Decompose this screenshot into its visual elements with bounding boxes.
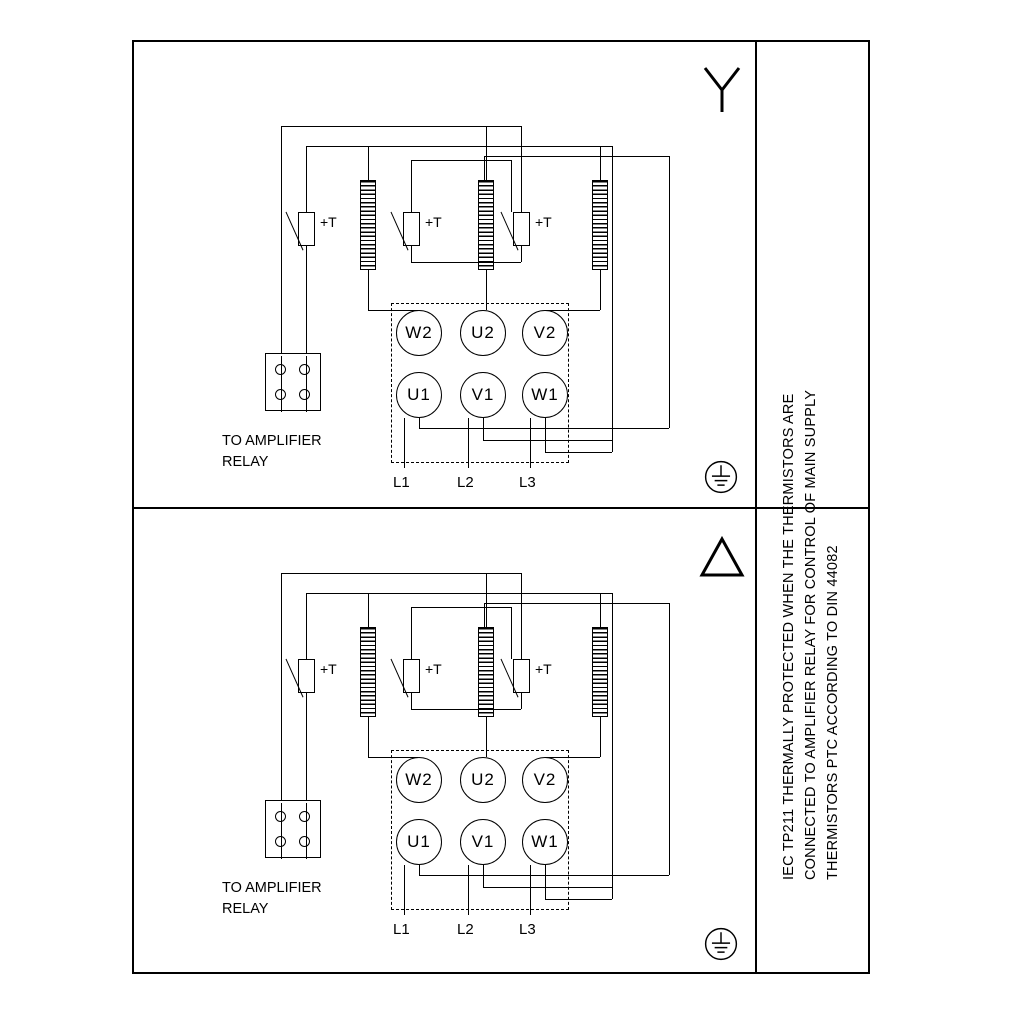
- thermistor-rail-v-b2: [612, 146, 613, 452]
- thermistor-rail-v-a1: [281, 126, 282, 356]
- return-bus-1t: [484, 156, 669, 157]
- note-line-2: CONNECTED TO AMPLIFIER RELAY FOR CONTROL OF MAIN SUPPLY: [803, 389, 819, 880]
- thermistor-label-1: +T: [320, 214, 337, 230]
- thermistor-rail-top-b: [306, 593, 612, 594]
- phase-lead-L3: [530, 865, 531, 915]
- thermistor-3: [513, 659, 530, 693]
- winding-coil-2: [478, 180, 494, 270]
- note-column-divider: [755, 40, 757, 974]
- connector-lead-1: [281, 356, 282, 412]
- thermistor-rail-v-b2: [612, 593, 613, 899]
- terminal-W1[interactable]: W1: [522, 819, 568, 865]
- thermistor-link-3b: [521, 693, 522, 709]
- thermistor-rail-v-b1: [306, 593, 307, 659]
- return-bus-1: [419, 428, 669, 429]
- thermistor-rail-v-a2: [521, 573, 522, 659]
- return-bus-3: [545, 899, 612, 900]
- phase-label-L3: L3: [519, 474, 536, 491]
- return-bus-2v: [483, 418, 484, 440]
- thermistor-1: [298, 212, 315, 246]
- thermistor-link-2b: [511, 607, 512, 659]
- thermistor-label-3: +T: [535, 661, 552, 677]
- delta-symbol-icon: [697, 533, 747, 581]
- thermistor-rail-v-a2: [521, 126, 522, 212]
- coil-lead-3-bottom: [600, 270, 601, 310]
- connector-dot-2: [299, 364, 310, 375]
- terminal-U2[interactable]: U2: [460, 310, 506, 356]
- amplifier-label-line1: TO AMPLIFIER: [222, 880, 322, 896]
- thermistor-label-3: +T: [535, 214, 552, 230]
- thermistor-2: [403, 212, 420, 246]
- phase-label-L1: L1: [393, 921, 410, 938]
- winding-coil-1: [360, 180, 376, 270]
- amplifier-connector-block[interactable]: [265, 353, 321, 411]
- return-bus-3: [545, 452, 612, 453]
- thermistor-link-3: [411, 262, 521, 263]
- phase-label-L3: L3: [519, 921, 536, 938]
- thermistor-rail-v-a1: [281, 573, 282, 803]
- coil-lead-1-top: [368, 146, 369, 180]
- thermistor-link-3b: [521, 246, 522, 262]
- return-bus-1tv: [484, 156, 485, 180]
- thermistor-link-2: [411, 607, 511, 608]
- return-bus-3v: [545, 865, 546, 899]
- terminal-W2[interactable]: W2: [396, 757, 442, 803]
- connector-lead-2: [306, 803, 307, 859]
- winding-coil-3: [592, 627, 608, 717]
- thermistor-link-1: [306, 693, 307, 803]
- terminal-U1[interactable]: U1: [396, 819, 442, 865]
- thermistor-rail-v-b1: [306, 146, 307, 212]
- terminal-W2[interactable]: W2: [396, 310, 442, 356]
- thermistor-link-1: [306, 246, 307, 356]
- coil-lead-3-top: [600, 593, 601, 627]
- thermistor-rail-top-a: [281, 573, 521, 574]
- thermistor-link-2a: [411, 160, 412, 212]
- note-line-3: THERMISTORS PTC ACCORDING TO DIN 44082: [825, 545, 841, 880]
- return-bus-4v: [419, 865, 420, 875]
- earth-ground-icon: [702, 458, 740, 496]
- terminal-U2[interactable]: U2: [460, 757, 506, 803]
- winding-coil-1: [360, 627, 376, 717]
- coil-lead-3-top: [600, 146, 601, 180]
- amplifier-label-line2: RELAY: [222, 454, 269, 470]
- phase-lead-L2: [468, 418, 469, 468]
- phase-lead-L2: [468, 865, 469, 915]
- winding-coil-2: [478, 627, 494, 717]
- connector-lead-2: [306, 356, 307, 412]
- coil-lead-1-bottom: [368, 717, 369, 757]
- return-bus-1: [419, 875, 669, 876]
- terminal-V2[interactable]: V2: [522, 757, 568, 803]
- thermistor-link-3: [411, 709, 521, 710]
- return-bus-1v: [669, 603, 670, 875]
- thermistor-3: [513, 212, 530, 246]
- winding-coil-3: [592, 180, 608, 270]
- connector-dot-4: [299, 389, 310, 400]
- return-bus-4v: [419, 418, 420, 428]
- thermistor-label-1: +T: [320, 661, 337, 677]
- terminal-V2[interactable]: V2: [522, 310, 568, 356]
- panel-divider: [132, 507, 870, 509]
- phase-label-L1: L1: [393, 474, 410, 491]
- thermistor-link-2: [411, 160, 511, 161]
- connector-dot-2: [299, 811, 310, 822]
- thermistor-rail-top-b: [306, 146, 612, 147]
- note-line-1: IEC TP211 THERMALLY PROTECTED WHEN THE THERMISTORS ARE: [781, 393, 797, 880]
- return-bus-1v: [669, 156, 670, 428]
- return-bus-2: [483, 440, 612, 441]
- return-bus-2v: [483, 865, 484, 887]
- amplifier-connector-block[interactable]: [265, 800, 321, 858]
- thermistor-label-2: +T: [425, 661, 442, 677]
- terminal-V1[interactable]: V1: [460, 819, 506, 865]
- connector-lead-1: [281, 803, 282, 859]
- phase-lead-L1: [404, 865, 405, 915]
- return-bus-2: [483, 887, 612, 888]
- connector-dot-4: [299, 836, 310, 847]
- coil-lead-1-bottom: [368, 270, 369, 310]
- thermistor-label-2: +T: [425, 214, 442, 230]
- thermistor-link-2b: [511, 160, 512, 212]
- amplifier-label-line1: TO AMPLIFIER: [222, 433, 322, 449]
- phase-lead-L3: [530, 418, 531, 468]
- thermistor-rail-top-a: [281, 126, 521, 127]
- thermistor-link-3a: [411, 693, 412, 709]
- phase-label-L2: L2: [457, 921, 474, 938]
- thermistor-link-3a: [411, 246, 412, 262]
- terminal-V1[interactable]: V1: [460, 372, 506, 418]
- return-bus-1t: [484, 603, 669, 604]
- coil-lead-3-bottom: [600, 717, 601, 757]
- terminal-W1[interactable]: W1: [522, 372, 568, 418]
- coil-lead-1-top: [368, 593, 369, 627]
- thermistor-1: [298, 659, 315, 693]
- coil-lead-2-top: [486, 573, 487, 627]
- phase-label-L2: L2: [457, 474, 474, 491]
- thermistor-link-2a: [411, 607, 412, 659]
- phase-lead-L1: [404, 418, 405, 468]
- wye-symbol-icon: [697, 62, 747, 114]
- return-bus-1tv: [484, 603, 485, 627]
- thermistor-2: [403, 659, 420, 693]
- earth-ground-icon: [702, 925, 740, 963]
- terminal-U1[interactable]: U1: [396, 372, 442, 418]
- return-bus-3v: [545, 418, 546, 452]
- coil-lead-2-top: [486, 126, 487, 180]
- amplifier-label-line2: RELAY: [222, 901, 269, 917]
